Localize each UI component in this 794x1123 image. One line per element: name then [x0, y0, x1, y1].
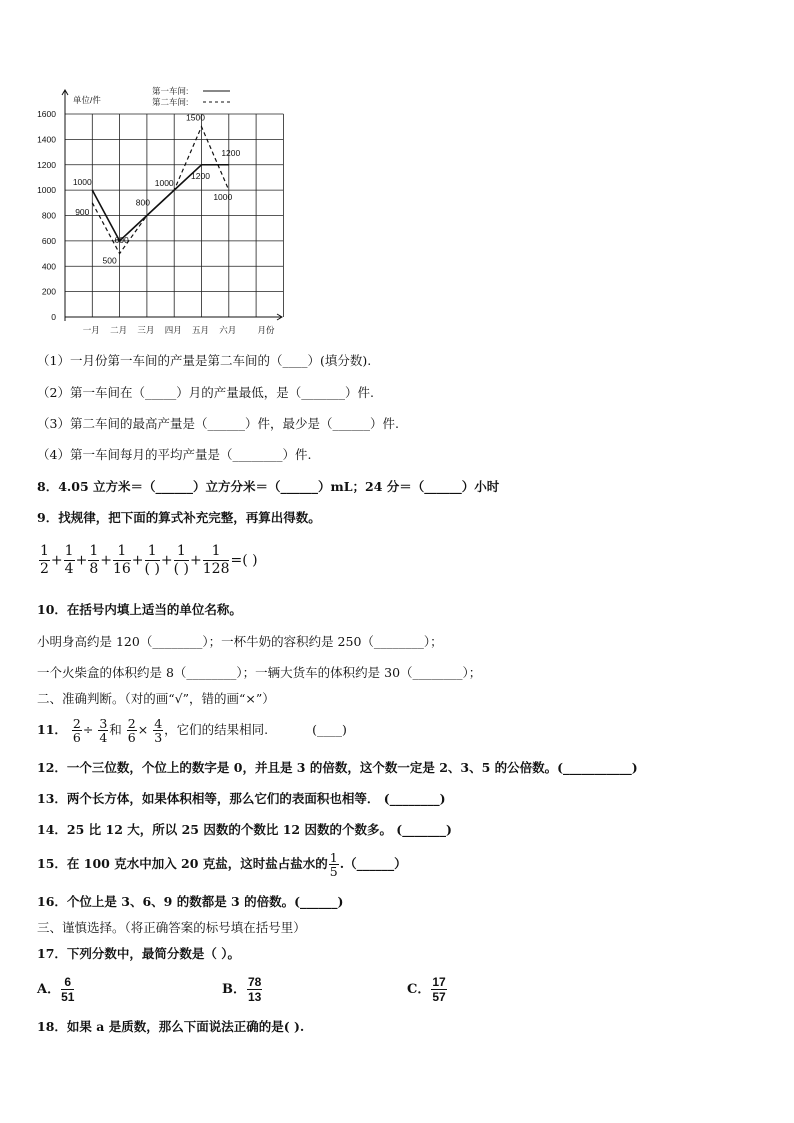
- x-tick-label: 一月: [82, 325, 100, 335]
- legend-label: 第一车间:: [152, 86, 189, 96]
- question-7-3: （3）第二车间的最高产量是（______）件，最少是（______）件.: [37, 416, 399, 431]
- question-12: 12．一个三位数，个位上的数字是 0，并且是 3 的倍数，这个数一定是 2、3、5 的公倍数。(___________): [37, 760, 638, 775]
- question-7-2: （2）第一车间在（_____）月的产量最低，是（_______）件.: [37, 385, 374, 400]
- data-label: 1500: [186, 112, 205, 123]
- option-c: C． $\frac{17}{57}$: [407, 975, 446, 1004]
- y-tick-label: 1200: [37, 159, 56, 170]
- section-2-heading: 二、准确判断。（对的画“√”，错的画“×”）: [37, 691, 275, 706]
- production-line-chart: [30, 82, 290, 340]
- chart-labels: [73, 113, 241, 266]
- question-18: 18．如果 a 是质数，那么下面说法正确的是( ).: [37, 1019, 305, 1034]
- x-tick-label: 四月: [164, 325, 182, 335]
- chart-axes: [37, 90, 282, 335]
- question-9-equation: $\frac{1}{2}$ + $\frac{1}{4}$ + $\frac{1}{8}$ + $\frac{1}{16}$ + $\frac{1}{( )}$ + $\frac{1}{( )}$ + $\frac{1}{128}$ =( ): [40, 543, 258, 577]
- equation-result: =( ): [230, 552, 258, 569]
- y-tick-label: 1000: [37, 185, 56, 196]
- question-10: 10．在括号内填上适当的单位名称。: [37, 602, 242, 617]
- fraction: $\frac{1}{16}$: [112, 543, 131, 577]
- y-tick-label: 800: [41, 210, 56, 221]
- fraction: $\frac{1}{2}$: [40, 543, 49, 577]
- question-10-a: 小明身高约是 120（________）；一杯牛奶的容积约是 250（________）；: [37, 634, 443, 649]
- fraction: $\frac{1}{5}$: [329, 850, 338, 879]
- question-13: 13．两个长方体，如果体积相等，那么它们的表面积也相等． (________): [37, 791, 446, 806]
- question-14: 14．25 比 12 大，所以 25 因数的个数比 12 因数的个数多。 (_______): [37, 822, 452, 837]
- question-8: 8．4.05 立方米＝（______）立方分米＝（______）mL；24 分＝（______）小时: [37, 479, 500, 494]
- fraction: $\frac{1}{4}$: [64, 543, 74, 577]
- data-label: 900: [75, 206, 90, 217]
- x-tick-label: 五月: [191, 325, 210, 335]
- question-9: 9．找规律，把下面的算式补充完整，再算出得数。: [37, 510, 321, 525]
- data-label: 1200: [221, 147, 241, 158]
- fraction: $\frac{1}{( )}$: [144, 543, 160, 577]
- fraction: $\frac{1}{128}$: [202, 543, 230, 577]
- data-label: 1000: [154, 178, 174, 189]
- question-16: 16．个位上是 3、6、9 的数都是 3 的倍数。(______): [37, 894, 344, 909]
- question-7-1: （1）一月份第一车间的产量是第二车间的（____）(填分数).: [37, 353, 372, 368]
- question-7-4: （4）第一车间每月的平均产量是（________）件.: [37, 447, 312, 462]
- data-label: 600: [114, 234, 129, 245]
- option-a: A． $\frac{6}{51}$: [37, 975, 75, 1004]
- y-tick-label: 0: [51, 312, 56, 322]
- x-axis-title: 月份: [257, 325, 275, 335]
- option-b: B． $\frac{78}{13}$: [222, 975, 262, 1004]
- data-label: 1000: [72, 177, 92, 188]
- x-tick-label: 六月: [219, 325, 237, 335]
- section-3-heading: 三、谨慎选择。（将正确答案的标号填在括号里）: [37, 920, 306, 935]
- fraction: $\frac{78}{13}$: [248, 975, 262, 1004]
- fraction: $\frac{1}{8}$: [89, 543, 99, 577]
- y-tick-label: 600: [41, 235, 56, 246]
- chart-grid: [65, 114, 283, 317]
- question-11: 11． $\frac{2}{6}$ ÷ $\frac{3}{4}$ 和 $\frac{2}{6}$ × $\frac{4}{3}$ ，它们的结果相同. (____): [37, 716, 347, 745]
- y-axis-title: 单位/件: [73, 95, 101, 105]
- y-tick-label: 1400: [37, 134, 56, 145]
- y-tick-label: 400: [41, 261, 56, 272]
- question-10-b: 一个火柴盒的体积约是 8（________）；一辆大货车的体积约是 30（________）；: [37, 665, 482, 680]
- legend-label: 第二车间:: [152, 97, 189, 107]
- y-tick-label: 1600: [37, 109, 56, 119]
- fraction: $\frac{2}{6}$: [127, 716, 136, 745]
- fraction: $\frac{3}{4}$: [99, 716, 108, 745]
- data-label: 1000: [213, 192, 233, 203]
- fraction: $\frac{4}{3}$: [154, 716, 163, 745]
- question-15: 15．在 100 克水中加入 20 克盐，这时盐占盐水的 $\frac{1}{5}$ .（______）: [37, 850, 407, 879]
- x-tick-label: 三月: [137, 325, 155, 335]
- data-label: 800: [135, 197, 150, 208]
- fraction: $\frac{2}{6}$: [72, 716, 81, 745]
- fraction: $\frac{1}{( )}$: [173, 543, 190, 577]
- x-tick-label: 二月: [110, 325, 128, 335]
- chart-legend: [152, 86, 230, 107]
- data-label: 1200: [191, 170, 210, 181]
- y-tick-label: 200: [41, 286, 56, 297]
- fraction: $\frac{6}{51}$: [61, 975, 75, 1004]
- fraction: $\frac{17}{57}$: [432, 975, 446, 1004]
- question-17: 17．下列分数中，最简分数是（ ）。: [37, 946, 240, 961]
- data-label: 500: [102, 255, 117, 266]
